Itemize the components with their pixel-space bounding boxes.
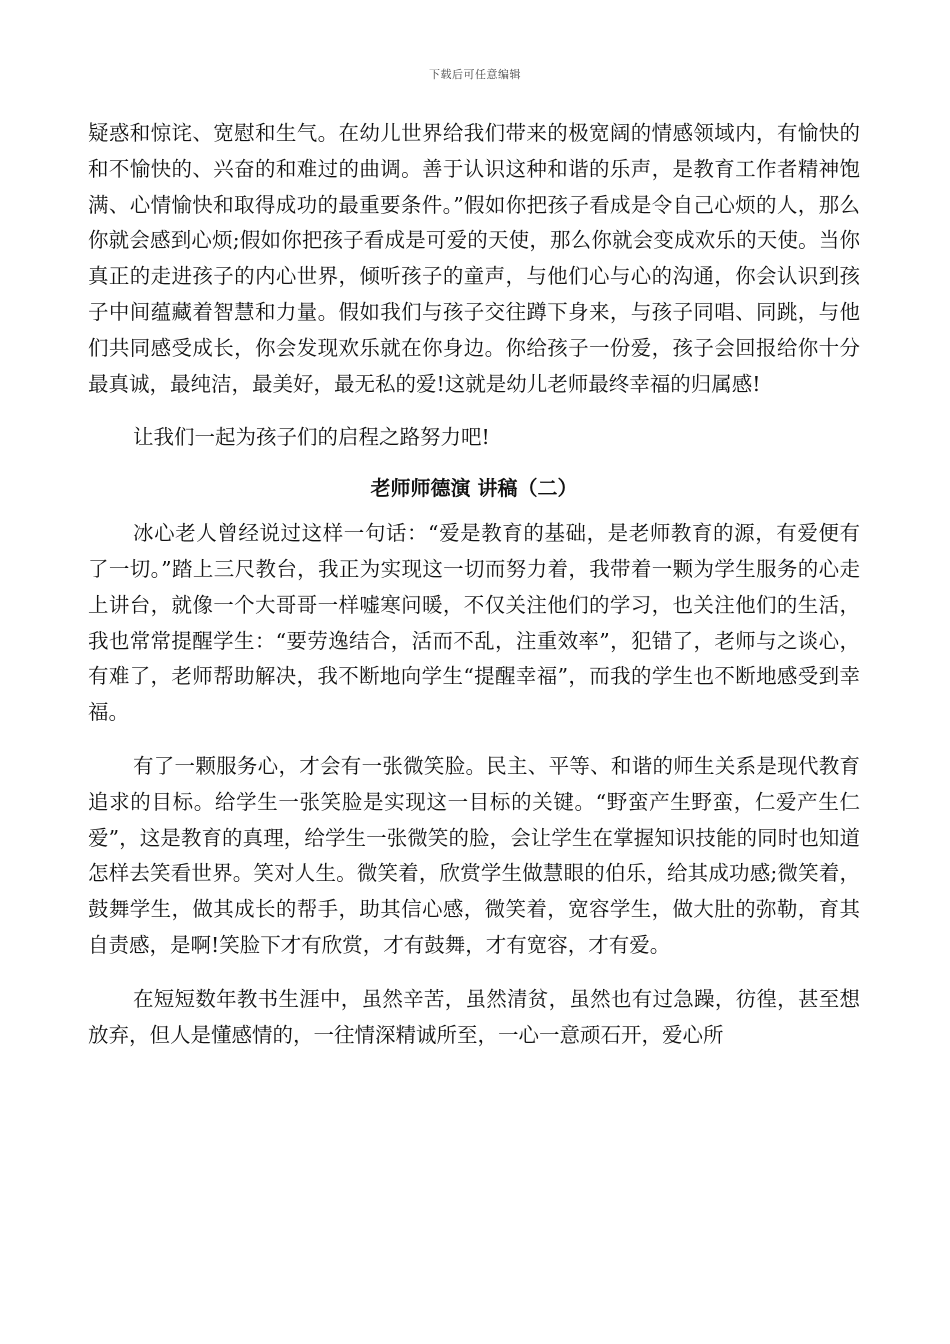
paragraph-1: 疑惑和惊诧、宽慰和生气。在幼儿世界给我们带来的极宽阔的情感领域内，有愉快的和不愉快的、兴奋的和难过的曲调。善于认识这种和谐的乐声，是教育工作者精神饱满、心情愉快和取得成功的最重要条件。”假如你把孩子看成是令自己心烦的人，那么你就会感到心烦;假如你把孩子看成是可爱的天使，那么你就会变成欢乐的天使。当你真正的走进孩子的内心世界，倾听孩子的童声，与他们心与心的沟通，你会认识到孩子中间蕴藏着智慧和力量。假如我们与孩子交往蹲下身来，与孩子同唱、同跳，与他们共同感受成长，你会发现欢乐就在你身边。你给孩子一份爱，孩子会回报给你十分最真诚，最纯洁，最美好，最无私的爱!这就是幼儿老师最终幸福的归属感!	[88, 121, 860, 396]
paragraph-5: 在短短数年教书生涯中，虽然辛苦，虽然清贫，虽然也有过急躁，彷徨，甚至想放弃，但人是懂感情的，一往情深精诚所至，一心一意顽石开，爱心所	[88, 986, 860, 1047]
paragraph-4: 有了一颗服务心，才会有一张微笑脸。民主、平等、和谐的师生关系是现代教育追求的目标。给学生一张笑脸是实现这一目标的关键。“野蛮产生野蛮，仁爱产生仁爱”，这是教育的真理，给学生一张微笑的脸，会让学生在掌握知识技能的同时也知道怎样去笑看世界。笑对人生。微笑着，欣赏学生做慧眼的伯乐，给其成功感;微笑着，鼓舞学生，做其成长的帮手，助其信心感，微笑着，宽容学生，做大肚的弥勒，育其自责感，是啊!笑脸下才有欣赏，才有鼓舞，才有宽容，才有爱。	[88, 753, 860, 957]
paragraph-2: 让我们一起为孩子们的启程之路努力吧!	[133, 425, 490, 450]
paragraph-3: 冰心老人曾经说过这样一句话：“爱是教育的基础，是老师教育的源，有爱便有了一切。”踏上三尺教台，我正为实现这一切而努力着，我带着一颗为学生服务的心走上讲台，就像一个大哥哥一样嘘寒问暖，不仅关注他们的学习，也关注他们的生活，我也常常提醒学生：“要劳逸结合，活而不乱，注重效率”，犯错了，老师与之谈心，有难了，老师帮助解决，我不断地向学生“提醒幸福”，而我的学生也不断地感受到幸福。	[88, 521, 860, 725]
section-title: 老师师德演 讲稿（二）	[370, 476, 578, 501]
page-header-note: 下载后可任意编辑	[429, 68, 521, 81]
document-body	[88, 116, 860, 1053]
